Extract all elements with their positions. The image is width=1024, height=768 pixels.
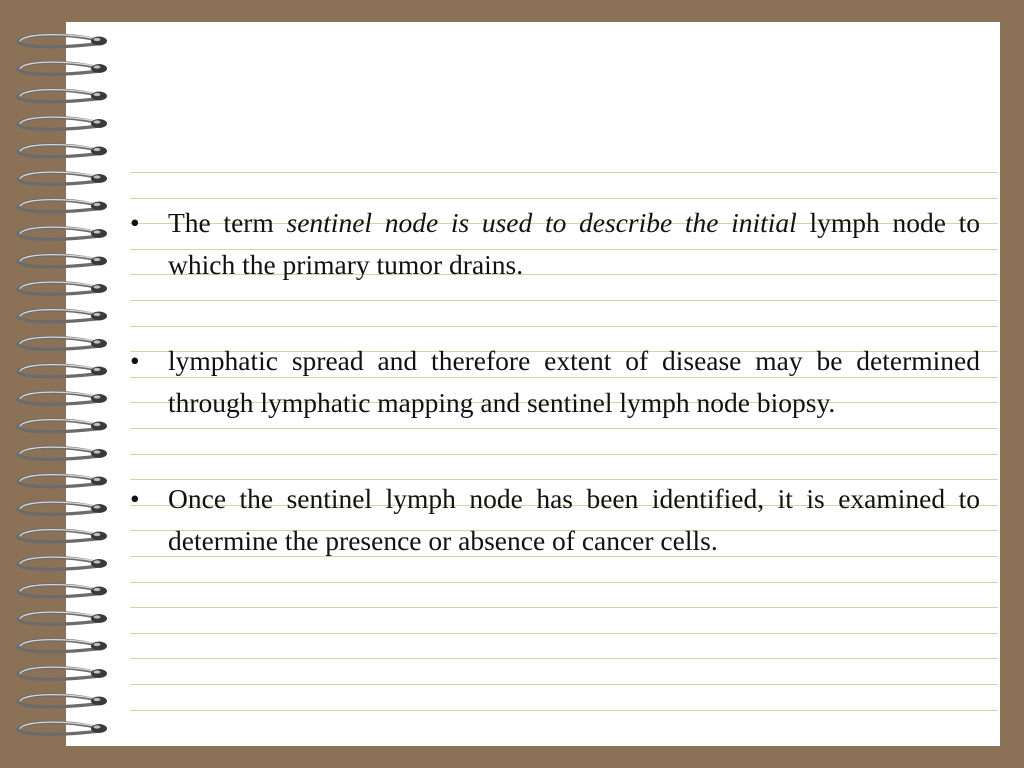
spiral-ring bbox=[18, 447, 107, 459]
bullet-item bbox=[130, 340, 980, 424]
bullet-text-emphasis: sentinel node is used to describe the initial bbox=[286, 207, 797, 238]
bullet-text-prefix: The term bbox=[168, 207, 287, 238]
spiral-ring bbox=[18, 557, 107, 569]
bullet-item bbox=[130, 478, 980, 562]
bullet-item bbox=[130, 202, 980, 286]
slide-content bbox=[130, 202, 980, 562]
rule-line bbox=[130, 684, 998, 685]
spiral-ring bbox=[18, 282, 107, 294]
spiral-ring bbox=[18, 117, 107, 129]
bullet-text: lymphatic spread and therefore extent of disease may be determined through lymphatic mapping and sentinel lymph node biopsy. bbox=[168, 345, 980, 418]
spiral-ring bbox=[18, 392, 107, 404]
spiral-ring bbox=[18, 502, 107, 514]
rule-line bbox=[130, 198, 998, 199]
rule-line bbox=[130, 710, 998, 711]
spiral-ring bbox=[18, 722, 107, 734]
spiral-ring bbox=[18, 35, 107, 47]
rule-line bbox=[130, 172, 998, 173]
bullet-marker: • bbox=[130, 483, 140, 514]
rule-line bbox=[130, 633, 998, 634]
spiral-ring bbox=[18, 420, 107, 432]
spiral-ring bbox=[18, 530, 107, 542]
spiral-ring bbox=[18, 640, 107, 652]
rule-line bbox=[130, 658, 998, 659]
spiral-ring bbox=[18, 475, 107, 487]
spiral-ring bbox=[18, 145, 107, 157]
spiral-ring bbox=[18, 337, 107, 349]
spiral-ring bbox=[18, 667, 107, 679]
spiral-ring bbox=[18, 62, 107, 74]
spiral-ring bbox=[18, 365, 107, 377]
spiral-ring bbox=[18, 200, 107, 212]
spiral-ring bbox=[18, 227, 107, 239]
bullet-marker: • bbox=[130, 207, 140, 238]
spiral-ring bbox=[18, 172, 107, 184]
spiral-ring bbox=[18, 255, 107, 267]
spiral-ring bbox=[18, 585, 107, 597]
spiral-ring bbox=[18, 90, 107, 102]
spiral-binding bbox=[0, 0, 130, 768]
spiral-ring bbox=[18, 310, 107, 322]
bullet-marker: • bbox=[130, 345, 140, 376]
bullet-text: Once the sentinel lymph node has been identified, it is examined to determine the presence or absence of cancer cells. bbox=[168, 483, 980, 556]
spiral-ring bbox=[18, 612, 107, 624]
rule-line bbox=[130, 582, 998, 583]
spiral-ring bbox=[18, 695, 107, 707]
bullet-text-suffix: lymph node to which the primary tumor drains. bbox=[168, 207, 980, 280]
rule-line bbox=[130, 607, 998, 608]
